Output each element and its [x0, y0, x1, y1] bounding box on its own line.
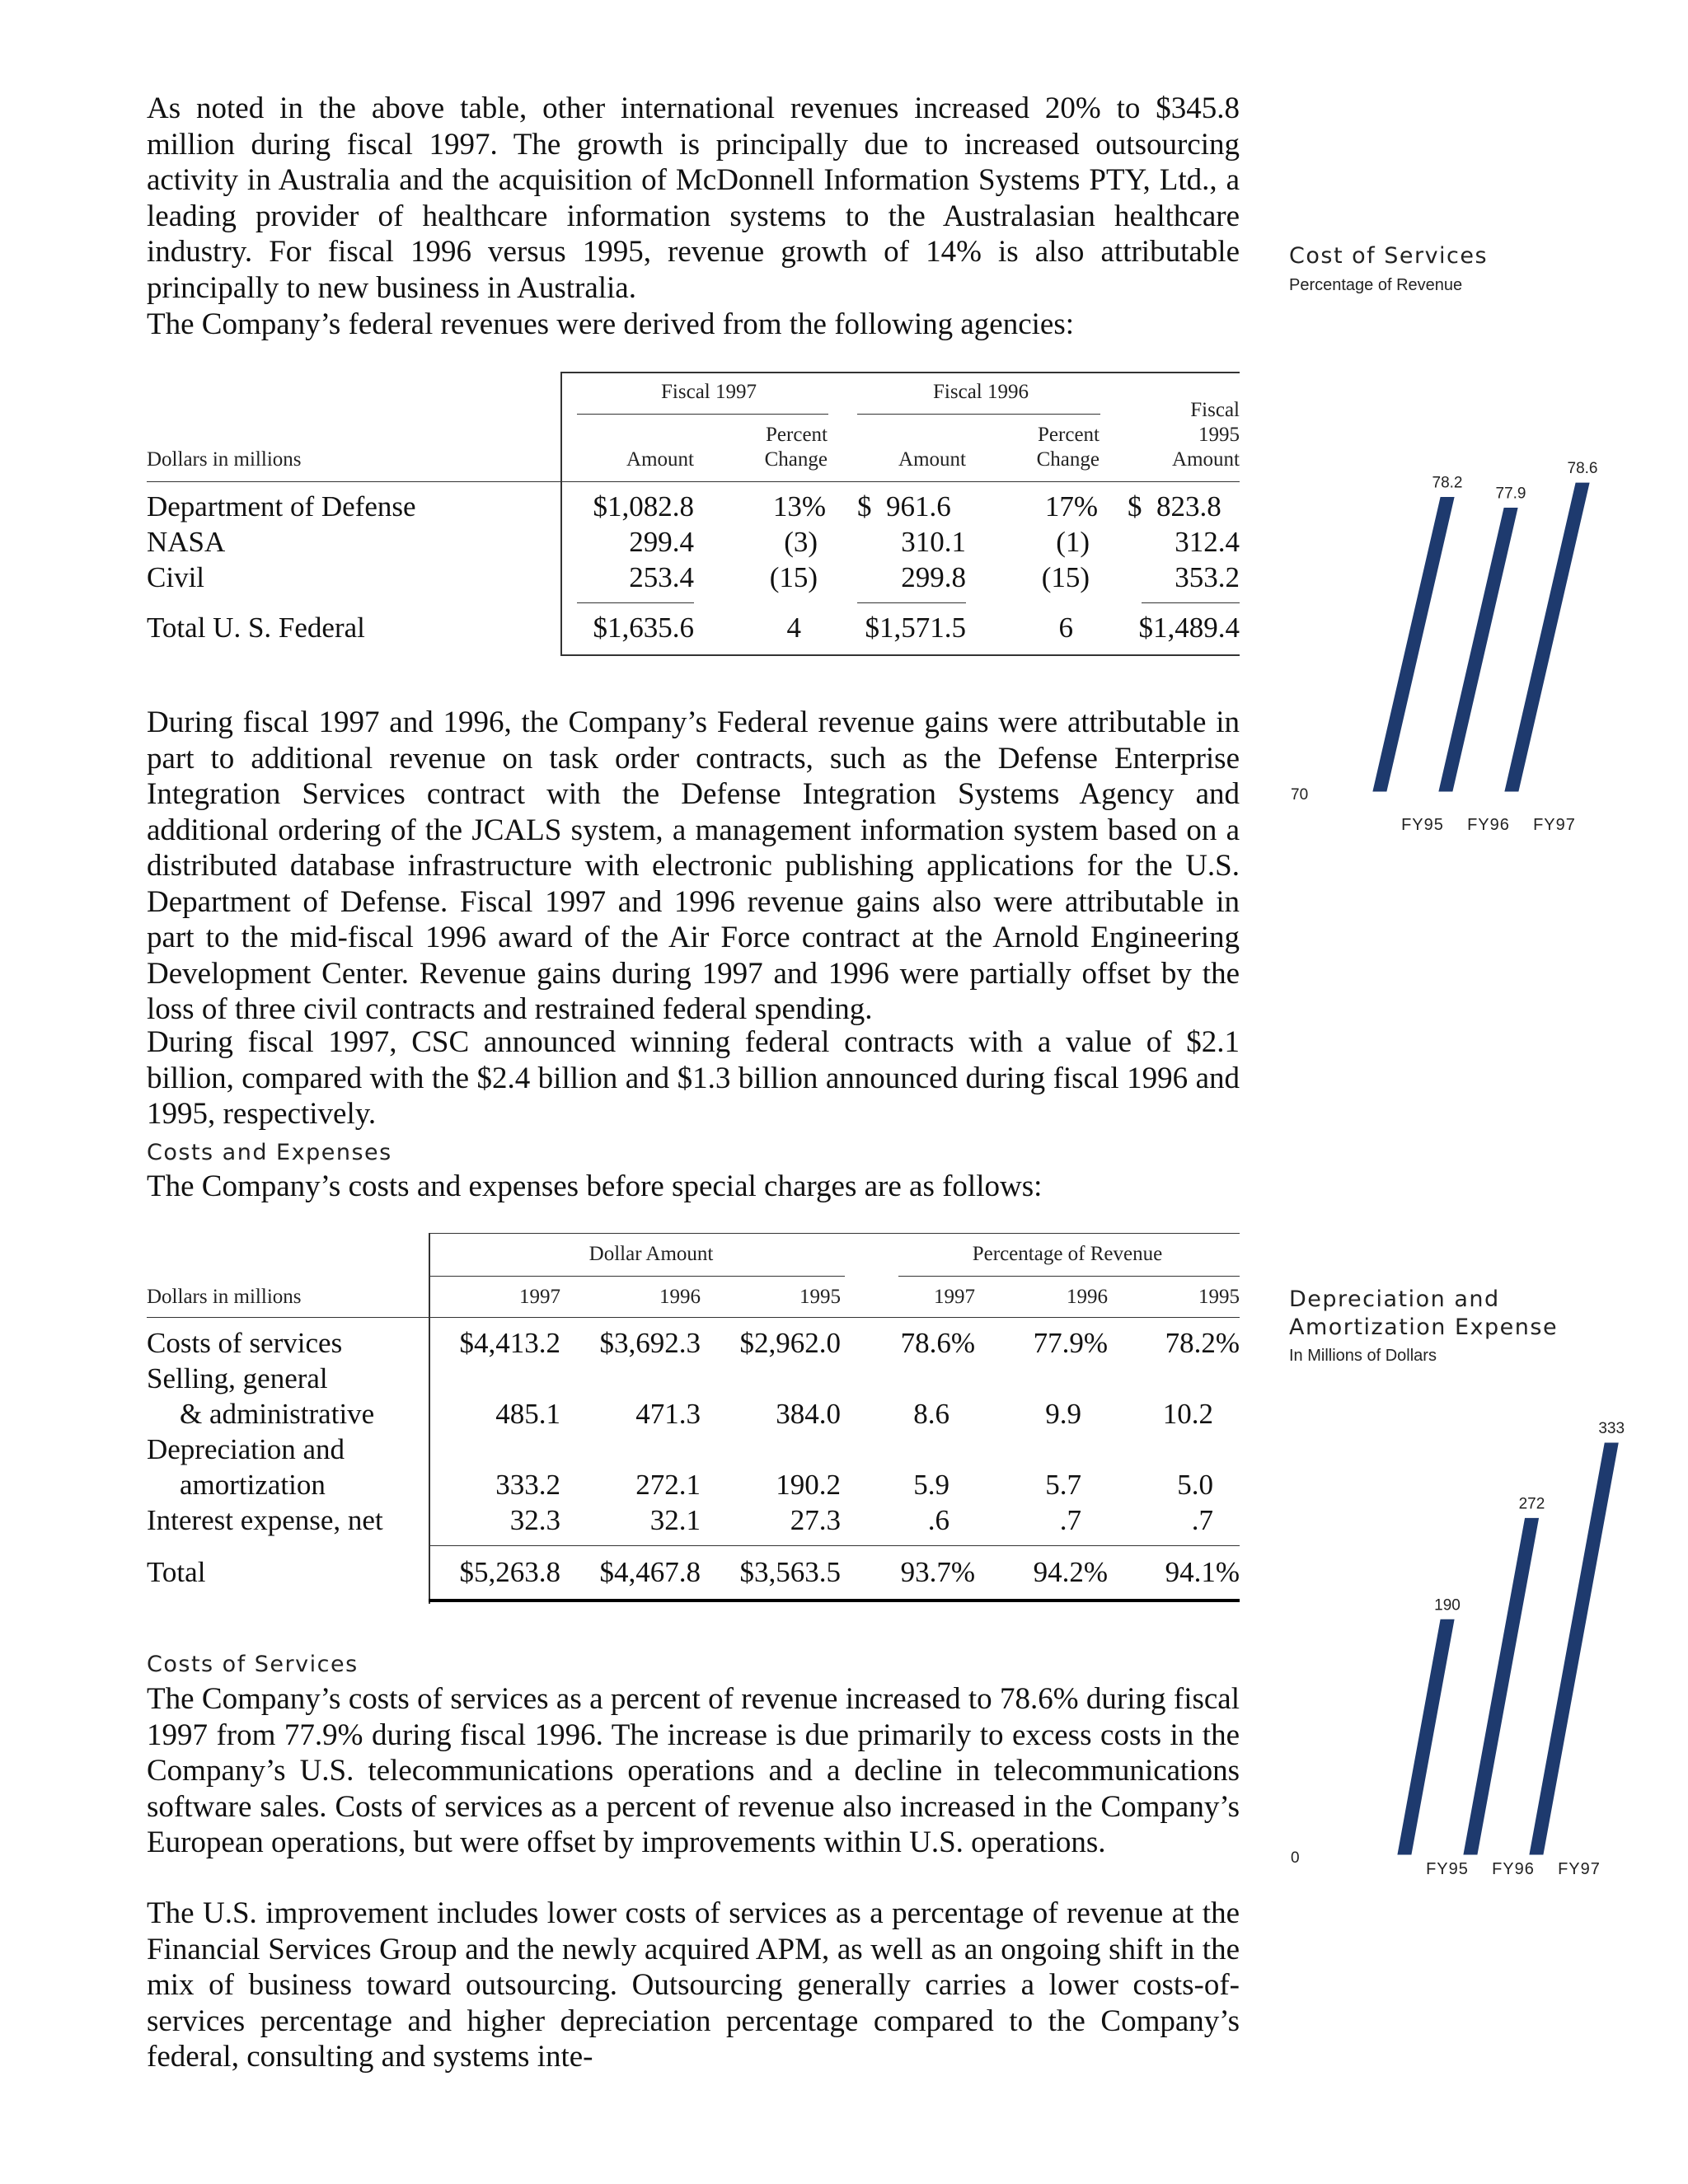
cell: 10.2: [1162, 1398, 1213, 1430]
row-label-continued: & administrative: [180, 1398, 375, 1430]
chart1-subtitle: Percentage of Revenue: [1289, 276, 1463, 294]
paragraph-federal-intro: The Company’s federal revenues were derived from the following agencies:: [147, 307, 1074, 341]
paragraph-costs-services: The Company’s costs of services as a percent of revenue increased to 78.6% during fiscal 1997 from 77.9% during fiscal 1996. The increase is due primarily to excess costs in the Company’s U.S. telecommunications operations and a decline in telecommunications software sales. Costs of services as a percent of revenue also increased in the Company’s European operations, but were offset by improvements within U.S. operations.: [147, 1682, 1240, 1859]
cell: 4: [786, 612, 801, 644]
cell: 8.6: [913, 1398, 950, 1430]
header-year: 1997: [519, 1286, 560, 1308]
cell: 17%: [1044, 490, 1098, 523]
cell: 310.1: [901, 526, 966, 558]
cell: 333.2: [495, 1469, 560, 1501]
row-label: Selling, general: [147, 1362, 328, 1394]
chart-value-label: 272: [1518, 1495, 1545, 1513]
cell: 78.6%: [900, 1327, 975, 1359]
cell: (15): [769, 561, 818, 593]
row-label: NASA: [147, 526, 226, 558]
cell: $1,571.5: [865, 612, 966, 644]
cell: $5,263.8: [459, 1556, 560, 1588]
chart2-subtitle: In Millions of Dollars: [1289, 1347, 1437, 1365]
paragraph-us-improvement: The U.S. improvement includes lower costs of services as a percentage of revenue at the Financial Services Group and the newly acquired APM, as well as an ongoing shift in the mix of business toward outsourcing. Outsourcing generally carries a lower costs-of-services percentage and higher depreciation percentage compared to the Company’s federal, consulting and systems inte-: [147, 1896, 1240, 2074]
cell: 272.1: [635, 1469, 701, 1501]
chart-bar-fy95: [1373, 497, 1454, 791]
header-dollar-amount: Dollar Amount: [588, 1243, 714, 1265]
chart-bar-fy96: [1464, 1518, 1538, 1854]
row-label: Department of Defense: [147, 490, 416, 523]
cell: 5.0: [1177, 1469, 1213, 1501]
cell: 299.4: [629, 526, 694, 558]
cell: 6: [1058, 612, 1073, 644]
chart-value-label: 190: [1434, 1596, 1461, 1615]
chart-value-label: 333: [1598, 1419, 1625, 1437]
header-1995: 1995: [1198, 424, 1240, 446]
cell: 5.7: [1045, 1469, 1081, 1501]
cell: $1,082.8: [593, 490, 694, 523]
cell: 32.3: [509, 1504, 560, 1536]
chart-value-label: 78.2: [1432, 474, 1463, 492]
header-year: 1995: [799, 1286, 841, 1308]
chart2-title-line1: Depreciation and: [1289, 1286, 1500, 1312]
header-amount-95: Amount: [1172, 448, 1240, 471]
header-change-96: Change: [1036, 448, 1100, 471]
header-amount-97: Amount: [626, 448, 694, 471]
cell: 485.1: [495, 1398, 560, 1430]
cell: $ 961.6: [857, 490, 951, 523]
cell: $2,962.0: [739, 1327, 841, 1359]
cell: $4,467.8: [599, 1556, 701, 1588]
header-year: 1996: [659, 1286, 701, 1308]
chart-category-label: FY97: [1558, 1860, 1601, 1878]
cell: 353.2: [1175, 561, 1240, 593]
paragraph-international-revenues: As noted in the above table, other international revenues increased 20% to $345.8 million during fiscal 1997. The growth is principally due to increased outsourcing activity in Australia and the acquisition of McDonnell Information Systems PTY, Ltd., a leading provider of healthcare information systems to the Australasian healthcare industry. For fiscal 1996 versus 1995, revenue growth of 14% is also attributable principally to new business in Australia.: [147, 91, 1240, 305]
cell: 94.1%: [1165, 1556, 1240, 1588]
header-percent-97: Percent: [766, 424, 828, 446]
header-year: 1996: [1067, 1286, 1108, 1308]
chart1-title: Cost of Services: [1289, 243, 1489, 269]
header-fiscal-1997: Fiscal 1997: [661, 381, 757, 403]
cell: 312.4: [1175, 526, 1240, 558]
chart-bar-fy96: [1439, 509, 1517, 791]
cell: (3): [784, 526, 818, 558]
chart-baseline-label: 70: [1291, 786, 1309, 804]
row-label: Civil: [147, 561, 205, 593]
col-label-dollars: Dollars in millions: [147, 448, 302, 471]
cell: 384.0: [776, 1398, 841, 1430]
chart-category-label: FY95: [1401, 816, 1444, 834]
paragraph-federal-gains: During fiscal 1997 and 1996, the Company’s Federal revenue gains were attributable in part to additional revenue on task order contracts, such as the Defense Enterprise Integration Services contract with the Defense Integration Systems Agency and additional ordering of the JCALS system, a management information system based on a distributed database infrastructure with electronic publishing applications for the U.S. Department of Defense. Fiscal 1997 and 1996 revenue gains also were attributable in part to the mid-fiscal 1996 award of the Air Force contract at the Arnold Engineering Development Center. Revenue gains during 1997 and 1996 were partially offset by the loss of three civil contracts and restrained federal spending.: [147, 705, 1240, 1026]
cell: .7: [1191, 1504, 1213, 1536]
cell: 5.9: [913, 1469, 950, 1501]
chart-value-label: 77.9: [1495, 485, 1526, 503]
header-percent-96: Percent: [1038, 424, 1100, 446]
cell: .7: [1059, 1504, 1081, 1536]
chart2-title-line2: Amortization Expense: [1289, 1315, 1559, 1340]
row-label-continued: amortization: [180, 1469, 326, 1501]
header-fiscal-95: Fiscal: [1190, 399, 1240, 421]
header-year: 1997: [934, 1286, 975, 1308]
cell: $3,692.3: [599, 1327, 701, 1359]
cell: 94.2%: [1033, 1556, 1108, 1588]
cell: 77.9%: [1033, 1327, 1108, 1359]
chart-category-label: FY95: [1426, 1860, 1469, 1878]
chart-bar-fy97: [1505, 483, 1589, 791]
cell: $ 823.8: [1128, 490, 1221, 523]
cell: (1): [1056, 526, 1090, 558]
header-change-97: Change: [764, 448, 828, 471]
depreciation-amortization-chart: [1282, 1401, 1625, 1879]
cell: 471.3: [635, 1398, 701, 1430]
paragraph-costs-intro: The Company’s costs and expenses before special charges are as follows:: [147, 1169, 1043, 1203]
section-heading-costs-expenses: Costs and Expenses: [147, 1140, 392, 1165]
row-label: Total: [147, 1556, 206, 1588]
header-percentage-revenue: Percentage of Revenue: [972, 1243, 1163, 1265]
cell: 27.3: [790, 1504, 841, 1536]
chart-category-label: FY96: [1492, 1860, 1535, 1878]
col-label-dollars: Dollars in millions: [147, 1286, 302, 1308]
section-heading-costs-services: Costs of Services: [147, 1652, 359, 1677]
row-label: Costs of services: [147, 1327, 343, 1359]
cell: $3,563.5: [739, 1556, 841, 1588]
chart-category-label: FY97: [1533, 816, 1576, 834]
cell: 32.1: [649, 1504, 701, 1536]
cell: 299.8: [901, 561, 966, 593]
chart-category-label: FY96: [1467, 816, 1510, 834]
cell: $1,635.6: [593, 612, 694, 644]
cell: 190.2: [776, 1469, 841, 1501]
cell: .6: [927, 1504, 950, 1536]
cell: $1,489.4: [1138, 612, 1240, 644]
header-fiscal-1996: Fiscal 1996: [933, 381, 1029, 403]
row-label: Total U. S. Federal: [147, 612, 365, 644]
chart-bar-fy95: [1398, 1619, 1454, 1854]
cell: 93.7%: [900, 1556, 975, 1588]
chart-baseline-label: 0: [1291, 1849, 1300, 1867]
cell: 9.9: [1045, 1398, 1081, 1430]
cost-of-services-chart: [1282, 396, 1598, 841]
cell: 13%: [772, 490, 826, 523]
header-amount-96: Amount: [898, 448, 966, 471]
header-year: 1995: [1198, 1286, 1240, 1308]
cell: (15): [1041, 561, 1090, 593]
row-label: Depreciation and: [147, 1433, 345, 1465]
cell: 253.4: [629, 561, 694, 593]
chart-value-label: 78.6: [1567, 460, 1598, 478]
row-label: Interest expense, net: [147, 1504, 383, 1536]
paragraph-federal-contracts: During fiscal 1997, CSC announced winning federal contracts with a value of $2.1 billion, compared with the $2.4 billion and $1.3 billion announced during fiscal 1996 and 1995, respectively.: [147, 1025, 1240, 1131]
cell: 78.2%: [1165, 1327, 1240, 1359]
cell: $4,413.2: [459, 1327, 560, 1359]
